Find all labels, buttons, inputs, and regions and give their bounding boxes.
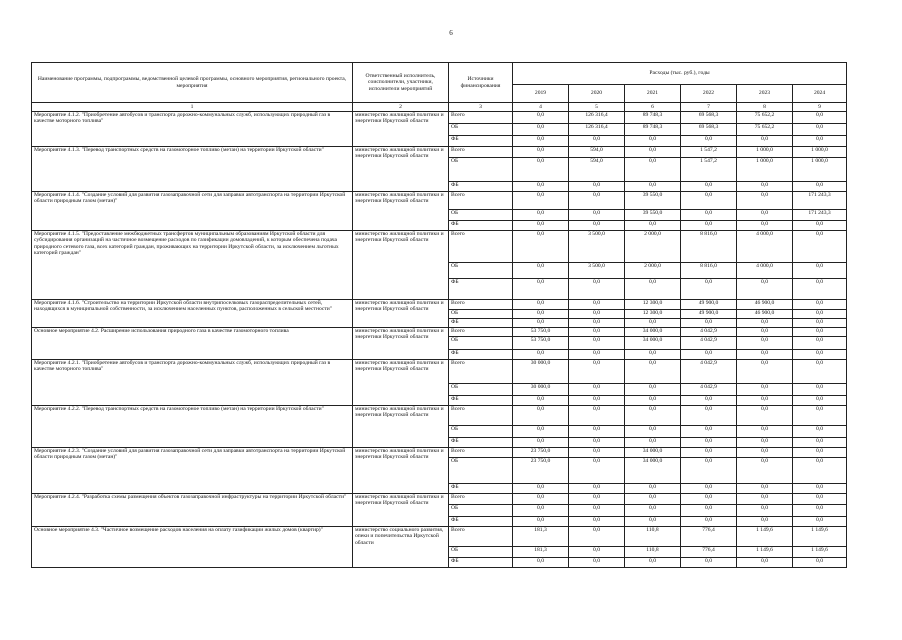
expense-value: 0,0 [681,210,737,221]
expense-value: 0,0 [513,517,569,527]
funding-source: Всего [449,527,513,547]
executor-name: министерство жилищной политики и энергетики Иркутской области [353,494,449,527]
executor-name: министерство жилищной политики и энергетики Иркутской области [353,231,449,300]
expense-value: 4 000,0 [737,263,793,279]
expense-value: 0,0 [681,438,737,448]
expense-value: 181,3 [513,547,569,558]
funding-source: ФБ [449,558,513,568]
expense-value: 0,0 [737,494,793,505]
column-number: 9 [793,103,847,112]
expense-value: 34 000,0 [625,458,681,484]
expense-value: 0,0 [513,136,569,147]
table-row [32,112,847,124]
expense-value: 1 000,0 [737,147,793,158]
funding-source: ФБ [449,136,513,147]
expense-value: 3 500,0 [569,231,625,263]
expense-value: 776,4 [681,547,737,558]
funding-source: ОБ [449,210,513,221]
expense-value: 0,0 [625,147,681,158]
expense-value: 0,0 [513,406,569,426]
table-row [32,494,847,505]
funding-source: ОБ [449,124,513,136]
expense-value: 0,0 [625,406,681,426]
expense-value: 39 550,0 [625,192,681,210]
activity-name: Мероприятие 4.1.2. "Приобретение автобусов и транспорта дорожно-коммунальных служб, использующих природный газ в качестве моторного топлива" [32,112,353,147]
table-row [32,448,847,458]
expense-value: 34 000,0 [625,337,681,350]
expense-value: 0,0 [513,300,569,310]
expense-value: 0,0 [737,558,793,568]
expense-value: 0,0 [569,192,625,210]
expense-value: 181,3 [513,527,569,547]
expense-value: 0,0 [569,505,625,517]
expense-value: 0,0 [793,448,847,458]
expense-value: 49 900,0 [681,300,737,310]
expense-value: 0,0 [569,350,625,360]
expense-value: 776,4 [681,527,737,547]
funding-source: ФБ [449,438,513,448]
header-expenses: Расходы (тыс. руб.), годы [513,63,847,85]
funding-source: ФБ [449,350,513,360]
expense-value: 0,0 [569,300,625,310]
expense-value: 0,0 [793,231,847,263]
expense-value: 0,0 [793,406,847,426]
expense-value: 0,0 [569,484,625,494]
page-number: 6 [449,29,453,37]
expense-value: 0,0 [569,458,625,484]
expense-value: 594,0 [569,147,625,158]
activity-name: Мероприятие 4.2.1. "Приобретение автобусов и транспорта дорожно-коммунальных служб, использующих природный газ в качестве моторного топлива" [32,360,353,406]
table-row [32,192,847,210]
expense-value: 0,0 [793,124,847,136]
expense-value: 0,0 [569,558,625,568]
expense-value: 0,0 [625,350,681,360]
expense-value: 0,0 [737,426,793,438]
expense-value: 46 900,0 [737,310,793,319]
column-number: 5 [569,103,625,112]
expense-value: 0,0 [793,350,847,360]
expense-value: 0,0 [737,210,793,221]
expense-value: 3 500,0 [569,263,625,279]
funding-source: Всего [449,147,513,158]
table-body [32,112,847,568]
expense-value: 0,0 [625,396,681,406]
expense-value: 0,0 [681,448,737,458]
expense-value: 0,0 [793,517,847,527]
funding-source: ФБ [449,517,513,527]
expense-value: 0,0 [793,494,847,505]
funding-source: Всего [449,448,513,458]
expense-value: 4 042,9 [681,384,737,396]
expense-value: 0,0 [737,484,793,494]
funding-source: ФБ [449,396,513,406]
expense-value: 0,0 [737,337,793,350]
expense-value: 39 550,0 [625,210,681,221]
expense-value: 0,0 [569,319,625,328]
expense-value: 0,0 [569,517,625,527]
expense-value: 0,0 [513,231,569,263]
expense-value: 46 900,0 [737,300,793,310]
expense-value: 0,0 [569,221,625,231]
expense-value: 0,0 [513,319,569,328]
expense-value: 0,0 [681,182,737,192]
activity-name: Мероприятие 4.1.3. "Перевод транспортных средств на газомоторное топливо (метан) на территории Иркутской области" [32,147,353,192]
table-row [32,328,847,337]
expense-value: 0,0 [793,396,847,406]
expense-value: 69 568,3 [681,112,737,124]
expense-value: 126 316,4 [569,112,625,124]
header-executor: Ответственный исполнитель, соисполнители, участники, исполнители мероприятий [353,63,449,103]
funding-source: ФБ [449,182,513,192]
funding-source: Всего [449,112,513,124]
expense-value: 0,0 [737,517,793,527]
expense-value: 0,0 [625,558,681,568]
expense-value: 0,0 [737,319,793,328]
expense-value: 0,0 [737,360,793,384]
expense-value: 0,0 [513,124,569,136]
expense-value: 0,0 [793,310,847,319]
activity-name: Мероприятие 4.1.5. "Предоставление межбюджетных трансфертов муниципальным образованиям Иркутской области для субсидирования организаций на частичное возмещение расходов по газификации домовладений, к которым обеспечена подача природного сетевого газа, всех категорий граждан, проживающих на территории Иркутской области, за исключением льготных категорий граждан" [32,231,353,300]
funding-source: ОБ [449,458,513,484]
expense-value: 126 316,4 [569,124,625,136]
executor-name: министерство жилищной политики и энергетики Иркутской области [353,448,449,494]
funding-source: Всего [449,494,513,505]
expense-value: 12 300,0 [625,300,681,310]
expense-value: 4 000,0 [737,231,793,263]
expense-value: 0,0 [737,384,793,396]
expense-value: 0,0 [625,360,681,384]
expense-value: 0,0 [513,350,569,360]
funding-source: ФБ [449,319,513,328]
expense-value: 0,0 [569,136,625,147]
activity-name: Мероприятие 4.1.4. "Создание условий для развития газозаправочной сети для заправки автотранспорта на территории Иркутской области природным газом (метан)" [32,192,353,231]
expense-value: 0,0 [513,147,569,158]
expense-value: 0,0 [793,484,847,494]
expense-value: 4 042,9 [681,337,737,350]
expense-value: 0,0 [569,360,625,384]
expense-value: 0,0 [569,328,625,337]
expense-value: 110,8 [625,527,681,547]
expense-value: 34 000,0 [625,328,681,337]
expense-value: 1 547,2 [681,147,737,158]
table-row [32,527,847,547]
expense-value: 0,0 [793,112,847,124]
header-year: 2020 [569,85,625,103]
expense-value: 0,0 [793,384,847,396]
expense-value: 0,0 [681,458,737,484]
expense-value: 0,0 [569,279,625,300]
expense-value: 171 243,3 [793,210,847,221]
expense-value: 0,0 [793,136,847,147]
expense-value: 0,0 [569,406,625,426]
funding-source: ОБ [449,337,513,350]
executor-name: министерство жилищной политики и энергетики Иркутской области [353,147,449,192]
expense-value: 0,0 [625,384,681,396]
expense-value: 0,0 [681,505,737,517]
executor-name: министерство жилищной политики и энергетики Иркутской области [353,112,449,147]
expense-value: 0,0 [625,517,681,527]
expense-value: 0,0 [681,558,737,568]
expense-value: 0,0 [793,319,847,328]
expense-value: 0,0 [793,263,847,279]
funding-source: ОБ [449,310,513,319]
table-row [32,231,847,263]
funding-source: Всего [449,406,513,426]
expense-value: 1 149,6 [793,527,847,547]
expense-value: 0,0 [569,337,625,350]
activity-name: Основное мероприятие 4.2. Расширение использования природного газа в качестве газомоторного топлива [32,328,353,360]
column-number: 1 [32,103,353,112]
expense-value: 0,0 [625,279,681,300]
expense-value: 0,0 [737,438,793,448]
expense-value: 53 750,0 [513,337,569,350]
expense-value: 0,0 [737,136,793,147]
expense-value: 0,0 [513,192,569,210]
expense-value: 0,0 [569,438,625,448]
expense-value: 0,0 [625,438,681,448]
funding-source: ОБ [449,426,513,438]
expense-value: 0,0 [625,494,681,505]
table-row [32,300,847,310]
header-source: Источники финансирования [449,63,513,103]
expense-value: 0,0 [737,350,793,360]
expense-value: 1 000,0 [737,158,793,182]
expense-value: 0,0 [681,484,737,494]
column-number: 6 [625,103,681,112]
executor-name: министерство жилищной политики и энергетики Иркутской области [353,406,449,448]
executor-name: министерство социального развития, опеки и попечительства Иркутской области [353,527,449,568]
expense-value: 0,0 [513,221,569,231]
funding-source: ФБ [449,484,513,494]
expense-value: 0,0 [569,396,625,406]
expense-value: 0,0 [513,438,569,448]
expense-value: 0,0 [513,112,569,124]
executor-name: министерство жилищной политики и энергетики Иркутской области [353,300,449,328]
expense-value: 0,0 [793,438,847,448]
funding-source: ФБ [449,279,513,300]
activity-name: Основное мероприятие 4.3. "Частичное возмещение расходов населения на оплату газификации жилых домов (квартир)" [32,527,353,568]
expense-value: 0,0 [513,263,569,279]
expense-value: 0,0 [737,328,793,337]
expense-value: 0,0 [793,328,847,337]
header-year: 2021 [625,85,681,103]
executor-name: министерство жилищной политики и энергетики Иркутской области [353,192,449,231]
expense-value: 8 816,0 [681,231,737,263]
expense-value: 594,0 [569,158,625,182]
expense-value: 0,0 [681,396,737,406]
expense-value: 0,0 [793,360,847,384]
expense-value: 1 000,0 [793,158,847,182]
expense-value: 8 816,0 [681,263,737,279]
expense-value: 0,0 [513,396,569,406]
expense-value: 0,0 [569,494,625,505]
table-row [32,147,847,158]
expense-value: 23 750,0 [513,448,569,458]
expense-value: 0,0 [569,310,625,319]
table-row [32,360,847,384]
expense-value: 0,0 [793,505,847,517]
expense-value: 0,0 [681,494,737,505]
expense-value: 0,0 [625,182,681,192]
expense-value: 0,0 [569,448,625,458]
expense-value: 0,0 [793,279,847,300]
expense-value: 0,0 [681,136,737,147]
expenses-table [31,62,847,568]
expense-value: 34 000,0 [625,448,681,458]
expense-value: 0,0 [737,221,793,231]
expense-value: 1 547,2 [681,158,737,182]
expense-value: 0,0 [625,221,681,231]
expense-value: 53 750,0 [513,328,569,337]
header-year: 2023 [737,85,793,103]
expense-value: 0,0 [737,279,793,300]
header-year: 2022 [681,85,737,103]
expense-value: 0,0 [569,426,625,438]
funding-source: ОБ [449,263,513,279]
expense-value: 0,0 [513,558,569,568]
expense-value: 1 149,6 [737,547,793,558]
funding-source: ОБ [449,505,513,517]
expense-value: 12 300,0 [625,310,681,319]
expense-value: 0,0 [625,319,681,328]
expense-value: 0,0 [793,300,847,310]
expense-value: 0,0 [569,527,625,547]
expense-value: 0,0 [681,517,737,527]
expense-value: 0,0 [793,558,847,568]
expense-value: 0,0 [569,547,625,558]
expense-value: 0,0 [793,426,847,438]
expense-value: 0,0 [793,458,847,484]
column-number: 3 [449,103,513,112]
expense-value: 0,0 [681,319,737,328]
expense-value: 0,0 [793,221,847,231]
expense-value: 0,0 [625,484,681,494]
expense-value: 2 000,0 [625,231,681,263]
expense-value: 0,0 [513,505,569,517]
funding-source: Всего [449,360,513,384]
executor-name: министерство жилищной политики и энергетики Иркутской области [353,328,449,360]
expense-value: 0,0 [681,192,737,210]
expense-value: 0,0 [737,396,793,406]
expense-value: 0,0 [513,484,569,494]
expense-value: 4 042,9 [681,360,737,384]
expense-value: 0,0 [625,426,681,438]
expense-value: 0,0 [513,158,569,182]
expense-value: 0,0 [737,182,793,192]
expense-value: 0,0 [681,426,737,438]
column-number: 8 [737,103,793,112]
expense-value: 0,0 [513,426,569,438]
expense-value: 0,0 [793,337,847,350]
expense-value: 69 568,3 [681,124,737,136]
expense-value: 0,0 [737,406,793,426]
expense-value: 0,0 [793,182,847,192]
expense-value: 0,0 [625,505,681,517]
funding-source: ФБ [449,221,513,231]
expense-value: 110,8 [625,547,681,558]
expense-value: 1 149,6 [737,527,793,547]
expense-value: 89 748,3 [625,124,681,136]
funding-source: Всего [449,192,513,210]
expense-value: 0,0 [681,350,737,360]
expense-value: 0,0 [625,136,681,147]
header-name: Наименование программы, подпрограммы, ведомственной целевой программы, основного мероприятия, регионального проекта, мероприятия [32,63,353,103]
activity-name: Мероприятие 4.2.2. "Перевод транспортных средств на газомоторное топливо (метан) на территории Иркутской области" [32,406,353,448]
expense-value: 0,0 [513,310,569,319]
expense-value: 4 042,9 [681,328,737,337]
expense-value: 0,0 [569,182,625,192]
expense-value: 0,0 [681,406,737,426]
column-number: 2 [353,103,449,112]
expense-value: 2 000,0 [625,263,681,279]
expense-value: 171 243,3 [793,192,847,210]
expense-value: 30 000,0 [513,384,569,396]
expense-value: 0,0 [513,494,569,505]
table-row [32,406,847,426]
expense-value: 0,0 [569,384,625,396]
header-year: 2019 [513,85,569,103]
expense-value: 0,0 [737,448,793,458]
expense-value: 1 000,0 [793,147,847,158]
expense-value: 0,0 [737,458,793,484]
expense-value: 0,0 [513,210,569,221]
header-year: 2024 [793,85,847,103]
activity-name: Мероприятие 4.2.4. "Разработка схемы размещения объектов газозаправочной инфраструктуры на территории Иркутской области" [32,494,353,527]
funding-source: Всего [449,231,513,263]
expense-value: 0,0 [681,221,737,231]
expense-value: 49 900,0 [681,310,737,319]
expense-value: 75 652,2 [737,124,793,136]
funding-source: ОБ [449,547,513,558]
funding-source: Всего [449,300,513,310]
activity-name: Мероприятие 4.1.6. "Строительство на территории Иркутской области внутрипоселковых газораспределительных сетей, находящихся в муниципальной собственности, за исключением населенных пунктов, расположенных в сельской местности" [32,300,353,328]
expense-value: 89 748,3 [625,112,681,124]
executor-name: министерство жилищной политики и энергетики Иркутской области [353,360,449,406]
expense-value: 0,0 [513,279,569,300]
funding-source: Всего [449,328,513,337]
expense-value: 75 652,2 [737,112,793,124]
column-number: 4 [513,103,569,112]
expense-value: 0,0 [513,182,569,192]
expense-value: 0,0 [737,505,793,517]
expense-value: 23 750,0 [513,458,569,484]
expense-value: 0,0 [625,158,681,182]
expense-value: 1 149,6 [793,547,847,558]
expense-value: 0,0 [681,279,737,300]
activity-name: Мероприятие 4.2.3. "Создание условий для развития газозаправочной сети для заправки автотранспорта на территории Иркутской области природным газом (метан)" [32,448,353,494]
expense-value: 30 000,0 [513,360,569,384]
funding-source: ОБ [449,158,513,182]
expense-value: 0,0 [569,210,625,221]
funding-source: ОБ [449,384,513,396]
expense-value: 0,0 [737,192,793,210]
column-number: 7 [681,103,737,112]
